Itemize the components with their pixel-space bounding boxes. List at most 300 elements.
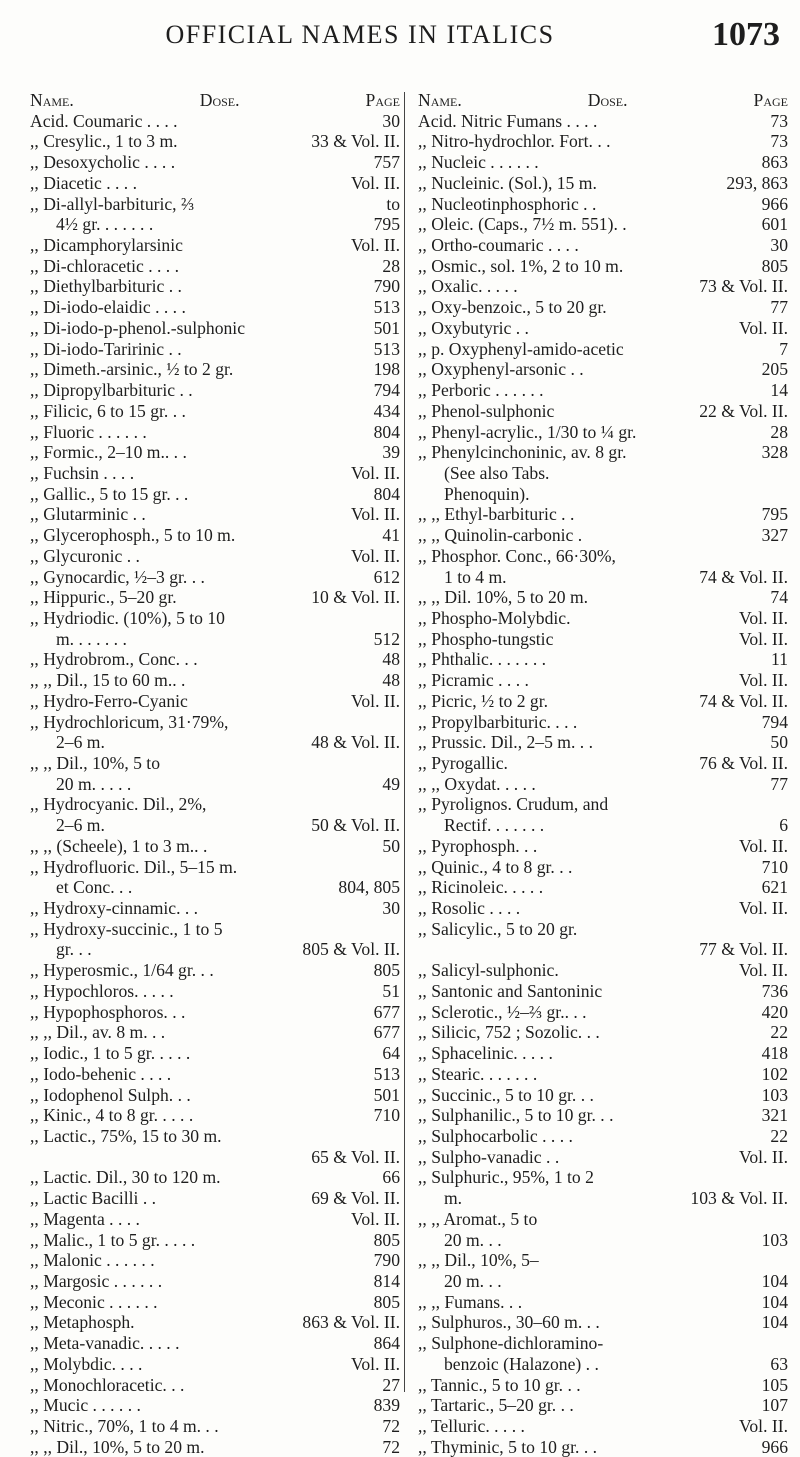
entry-text: ,, Sulphone-dichloramino-	[418, 1333, 604, 1354]
index-entry	[418, 919, 788, 960]
entry-line	[418, 111, 788, 132]
entry-page-ref: 327	[761, 525, 788, 546]
entry-text: ,, Oleic. (Caps., 7½ m. 551). .	[418, 214, 627, 235]
index-entry	[30, 1292, 400, 1313]
entry-line	[418, 608, 788, 629]
entry-line	[30, 152, 400, 173]
entry-line	[30, 131, 400, 152]
index-entry	[418, 422, 788, 443]
entry-line	[418, 1312, 788, 1333]
index-entry	[418, 173, 788, 194]
entry-line	[30, 1022, 400, 1043]
entry-page-ref: Vol. II.	[738, 1416, 788, 1436]
index-entry	[418, 712, 788, 733]
entry-text: ,, Monochloracetic. . .	[30, 1374, 185, 1395]
entry-page-ref: 795	[761, 504, 788, 525]
entry-text: ,, Propylbarbituric. . . .	[418, 711, 578, 732]
entry-continuation	[418, 567, 788, 588]
entry-line	[30, 525, 400, 546]
entry-line	[30, 318, 400, 339]
entry-text: ,, Hydriodic. (10%), 5 to 10	[30, 607, 225, 628]
entry-page-ref: 63	[770, 1353, 788, 1374]
entry-page-ref: 328	[761, 442, 788, 463]
entry-line	[30, 380, 400, 401]
entry-text: ,, Hyperosmic., 1/64 gr. . .	[30, 960, 214, 981]
entry-line	[30, 1126, 400, 1147]
entry-page-ref: 420	[761, 1001, 788, 1022]
entry-line	[418, 629, 788, 650]
entry-line	[30, 1085, 400, 1106]
entry-text: ,, Phenol-sulphonic	[418, 400, 555, 421]
entry-page-ref: 795	[373, 214, 400, 235]
entry-text: ,, Oxalic. . . . .	[418, 276, 518, 297]
index-entry	[418, 1022, 788, 1043]
entry-line	[418, 1209, 788, 1230]
entry-page-ref: Vol. II.	[350, 1208, 400, 1229]
entry-page-ref: 794	[761, 711, 788, 732]
entry-line	[418, 380, 788, 401]
index-entry	[418, 214, 788, 235]
index-entry	[418, 235, 788, 256]
index-entry	[30, 131, 400, 152]
entry-page-ref: 513	[373, 1063, 400, 1084]
entry-line	[30, 359, 400, 380]
entry-text: ,, Diacetic . . . .	[30, 172, 137, 193]
entry-text: ,, Dicamphorylarsinic	[30, 235, 183, 256]
entry-continuation	[30, 1147, 400, 1168]
entry-page-ref: 69 & Vol. II.	[311, 1188, 400, 1209]
entry-text: ,, ,, Dil., 10%, 5–	[418, 1250, 539, 1271]
entry-text: ,, Iodophenol Sulph. . .	[30, 1084, 191, 1105]
entry-line	[30, 898, 400, 919]
index-entry	[418, 608, 788, 629]
entry-continuation	[30, 732, 400, 753]
entry-page-ref: 804, 805	[338, 877, 400, 898]
index-entry	[30, 1333, 400, 1354]
entry-line	[418, 1022, 788, 1043]
entry-page-ref: 11	[771, 649, 788, 670]
entry-text: Phenoquin).	[444, 483, 530, 504]
index-entry	[30, 691, 400, 712]
entry-page-ref: 966	[761, 193, 788, 214]
index-entry	[30, 359, 400, 380]
entry-page-ref: 49	[382, 773, 400, 794]
entry-text: et Conc. . .	[56, 877, 133, 898]
entry-line	[418, 1085, 788, 1106]
entry-line	[418, 1375, 788, 1396]
entry-continuation	[418, 1188, 788, 1209]
right-entries	[418, 111, 788, 1457]
entry-line	[30, 1271, 400, 1292]
entry-line	[30, 608, 400, 629]
entry-text: ,, Gallic., 5 to 15 gr. . .	[30, 483, 189, 504]
dose-heading: Dose.	[199, 90, 240, 110]
index-entry	[30, 1437, 400, 1457]
index-entry	[30, 794, 400, 835]
index-entry	[30, 1126, 400, 1167]
index-entry	[30, 919, 400, 960]
entry-text: ,, Osmic., sol. 1%, 2 to 10 m.	[418, 255, 624, 276]
index-entry	[30, 173, 400, 194]
left-entries	[30, 111, 400, 1457]
entry-text: 20 m. . .	[444, 1270, 502, 1291]
entry-continuation	[418, 815, 788, 836]
page-heading: Page	[753, 90, 788, 110]
entry-page-ref: 434	[373, 400, 400, 421]
entry-page-ref: 103	[761, 1229, 788, 1250]
index-entry	[418, 732, 788, 753]
entry-line	[30, 649, 400, 670]
name-heading: Name.	[418, 90, 462, 110]
entry-continuation	[418, 1271, 788, 1292]
index-entry	[30, 546, 400, 567]
index-entry	[418, 401, 788, 422]
index-entry	[30, 1002, 400, 1023]
entry-text: ,, Pyrophosph. . .	[418, 835, 538, 856]
entry-page-ref: 65 & Vol. II.	[311, 1146, 400, 1167]
entry-text: ,, Salicylic., 5 to 20 gr.	[418, 918, 578, 939]
entry-text: ,, Nitric., 70%, 1 to 4 m. . .	[30, 1416, 219, 1436]
entry-text: ,, Hippuric., 5–20 gr.	[30, 587, 177, 608]
entry-text: ,, Rosolic . . . .	[418, 898, 521, 919]
entry-line	[30, 1188, 400, 1209]
entry-line	[30, 194, 400, 215]
entry-text: ,, Ortho-coumaric . . . .	[418, 235, 579, 256]
entry-text: ,, Thyminic, 5 to 10 gr. . .	[418, 1436, 598, 1457]
entry-line	[418, 836, 788, 857]
entry-line	[30, 1292, 400, 1313]
index-entry	[30, 898, 400, 919]
column-header	[418, 90, 788, 111]
entry-page-ref: 814	[373, 1270, 400, 1291]
entry-text: ,, Glutarminic . .	[30, 504, 146, 525]
entry-text: ,, Cresylic., 1 to 3 m.	[30, 131, 178, 152]
entry-text: ,, Nucleinic. (Sol.), 15 m.	[418, 172, 597, 193]
index-entry	[30, 194, 400, 235]
entry-page-ref: 74 & Vol. II.	[699, 566, 788, 587]
entry-line	[30, 794, 400, 815]
entry-text: ,, Hydrofluoric. Dil., 5–15 m.	[30, 856, 238, 877]
entry-page-ref: 27	[382, 1374, 400, 1395]
index-entry	[418, 111, 788, 132]
page-number: 1073	[712, 16, 780, 53]
entry-line	[418, 276, 788, 297]
left-column	[30, 90, 400, 1457]
entry-page-ref: 50	[382, 835, 400, 856]
entry-line	[30, 1230, 400, 1251]
entry-text: gr. . .	[56, 939, 92, 960]
entry-page-ref: 77	[770, 297, 788, 318]
entry-page-ref: Vol. II.	[350, 235, 400, 256]
entry-line	[418, 794, 788, 815]
entry-page-ref: 28	[382, 255, 400, 276]
index-entry	[30, 1043, 400, 1064]
entry-page-ref: Vol. II.	[738, 628, 788, 649]
entry-page-ref: 33 & Vol. II.	[311, 131, 400, 152]
index-entry	[30, 1395, 400, 1416]
entry-page-ref: Vol. II.	[738, 960, 788, 981]
entry-line	[418, 359, 788, 380]
entry-text: ,, ,, Aromat., 5 to	[418, 1208, 538, 1229]
entry-text: ,, Oxyphenyl-arsonic . .	[418, 359, 584, 380]
entry-page-ref: 66	[382, 1167, 400, 1188]
entry-text: ,, Malic., 1 to 5 gr. . . . .	[30, 1229, 196, 1250]
entry-line	[418, 173, 788, 194]
index-entry	[30, 1188, 400, 1209]
entry-text: 2–6 m.	[56, 732, 105, 753]
entry-text: ,, Phthalic. . . . . . .	[418, 649, 547, 670]
entry-text: m.	[444, 1188, 463, 1209]
index-entry	[418, 546, 788, 587]
entry-line	[418, 712, 788, 733]
index-entry	[30, 442, 400, 463]
index-entry	[418, 131, 788, 152]
entry-page-ref: 77 & Vol. II.	[699, 939, 788, 960]
entry-page-ref: 513	[373, 338, 400, 359]
entry-text: ,, Mucic . . . . . .	[30, 1395, 141, 1416]
entry-page-ref: 513	[373, 297, 400, 318]
index-entry	[30, 1375, 400, 1396]
entry-line	[418, 732, 788, 753]
entry-line	[30, 1250, 400, 1271]
index-entry	[30, 380, 400, 401]
index-entry	[30, 1312, 400, 1333]
entry-text: ,, Di-iodo-elaidic . . . .	[30, 297, 186, 318]
entry-page-ref: 50	[770, 732, 788, 753]
index-entry	[30, 1167, 400, 1188]
entry-text: 2–6 m.	[56, 815, 105, 836]
entry-line	[418, 1064, 788, 1085]
index-entry	[418, 587, 788, 608]
entry-page-ref: 105	[761, 1374, 788, 1395]
entry-line	[30, 173, 400, 194]
entry-line	[30, 256, 400, 277]
index-entry	[418, 774, 788, 795]
index-entry	[418, 836, 788, 857]
entry-text: ,, Picramic . . . .	[418, 670, 529, 691]
index-entry	[418, 960, 788, 981]
entry-line	[418, 525, 788, 546]
entry-page-ref: 790	[373, 276, 400, 297]
entry-page-ref: 72	[382, 1436, 400, 1457]
entry-text: ,, Metaphosph.	[30, 1312, 135, 1333]
index-entry	[30, 960, 400, 981]
entry-line	[418, 960, 788, 981]
entry-text: ,, Iodic., 1 to 5 gr. . . . .	[30, 1043, 191, 1064]
entry-line	[30, 960, 400, 981]
entry-text: ,, Di-chloracetic . . . .	[30, 255, 179, 276]
index-entry	[418, 1375, 788, 1396]
entry-text: ,, Succinic., 5 to 10 gr. . .	[418, 1084, 594, 1105]
entry-text: ,, Hydrochloricum, 31·79%,	[30, 711, 229, 732]
entry-text: Rectif. . . . . . .	[444, 815, 545, 836]
index-entry	[30, 857, 400, 898]
entry-text: benzoic (Halazone) . .	[444, 1353, 599, 1374]
entry-page-ref: 77	[770, 773, 788, 794]
entry-line	[418, 235, 788, 256]
entry-page-ref: 805	[373, 1229, 400, 1250]
entry-continuation	[30, 939, 400, 960]
entry-line	[418, 401, 788, 422]
entry-text: ,, Tartaric., 5–20 gr. . .	[418, 1395, 574, 1416]
entry-line	[30, 1416, 400, 1437]
entry-page-ref: 14	[770, 380, 788, 401]
entry-text: ,, Tannic., 5 to 10 gr. . .	[418, 1374, 581, 1395]
entry-text: ,, Sulphuros., 30–60 m. . .	[418, 1312, 600, 1333]
entry-line	[418, 649, 788, 670]
entry-page-ref: 804	[373, 421, 400, 442]
entry-page-ref: 205	[761, 359, 788, 380]
entry-text: m. . . . . . .	[56, 628, 127, 649]
index-entry	[418, 1085, 788, 1106]
entry-text: ,, Lactic Bacilli . .	[30, 1188, 157, 1209]
entry-text: 20 m. . .	[444, 1229, 502, 1250]
index-entry	[30, 235, 400, 256]
entry-line	[30, 712, 400, 733]
name-heading: Name.	[30, 90, 74, 110]
entry-line	[418, 1292, 788, 1313]
entry-text: ,, Prussic. Dil., 2–5 m. . .	[418, 732, 593, 753]
index-entry	[30, 422, 400, 443]
entry-page-ref: Vol. II.	[738, 670, 788, 691]
index-entry	[418, 877, 788, 898]
entry-line	[418, 1437, 788, 1457]
entry-line	[418, 857, 788, 878]
entry-line	[418, 1105, 788, 1126]
index-entry	[30, 276, 400, 297]
entry-text: ,, Oxybutyric . .	[418, 317, 529, 338]
entry-line	[418, 422, 788, 443]
entry-line	[30, 1312, 400, 1333]
index-entry	[30, 297, 400, 318]
entry-text: ,, Pyrolignos. Crudum, and	[418, 794, 609, 815]
entry-text: ,, Phospho-Molybdic.	[418, 607, 571, 628]
index-entry	[30, 1209, 400, 1230]
index-entry	[418, 629, 788, 650]
entry-page-ref: 805 & Vol. II.	[302, 939, 400, 960]
entry-line	[30, 546, 400, 567]
entry-text: ,, Nucleotinphosphoric . .	[418, 193, 597, 214]
entry-page-ref: 50 & Vol. II.	[311, 815, 400, 836]
index-entry	[418, 339, 788, 360]
index-entry	[30, 836, 400, 857]
index-entry	[418, 857, 788, 878]
entry-page-ref: 757	[373, 152, 400, 173]
entry-page-ref: 51	[382, 980, 400, 1001]
entry-line	[30, 1043, 400, 1064]
entry-text: ,, ,, Quinolin-carbonic .	[418, 525, 583, 546]
entry-line	[418, 194, 788, 215]
entry-text: ,, Di-iodo-Taririnic . .	[30, 338, 182, 359]
entry-text: ,, Quinic., 4 to 8 gr. . .	[418, 856, 573, 877]
index-entry	[30, 567, 400, 588]
entry-text: ,, Gynocardic, ½–3 gr. . .	[30, 566, 205, 587]
entry-text: ,, Sulphuric., 95%, 1 to 2	[418, 1167, 594, 1188]
entry-line	[418, 504, 788, 525]
entry-line	[30, 670, 400, 691]
index-entry	[418, 670, 788, 691]
entry-line	[30, 1064, 400, 1085]
entry-text: ,, Di-allyl-barbituric, ⅔	[30, 193, 195, 214]
entry-page-ref: 73	[770, 110, 788, 131]
entry-page-ref: 6	[779, 815, 788, 836]
entry-line	[418, 256, 788, 277]
entry-page-ref: 76 & Vol. II.	[699, 753, 788, 773]
entry-line	[418, 1043, 788, 1064]
entry-line	[418, 898, 788, 919]
entry-line	[418, 1126, 788, 1147]
index-entry	[418, 256, 788, 277]
entry-line	[30, 111, 400, 132]
index-entry	[418, 753, 788, 774]
index-entry	[418, 194, 788, 215]
entry-line	[30, 691, 400, 712]
entry-page-ref: 72	[382, 1416, 400, 1436]
entry-page-ref: 64	[382, 1043, 400, 1064]
index-entry	[418, 1147, 788, 1168]
entry-text: ,, ,, Oxydat. . . . .	[418, 773, 536, 794]
entry-line	[30, 1002, 400, 1023]
entry-page-ref: 198	[373, 359, 400, 380]
entry-line	[418, 442, 788, 463]
entry-text: ,, Hydroxy-cinnamic. . .	[30, 898, 199, 919]
entry-page-ref: Vol. II.	[738, 1146, 788, 1167]
index-entry	[418, 276, 788, 297]
index-entry	[30, 401, 400, 422]
index-entry	[418, 1416, 788, 1437]
entry-text: ,, p. Oxyphenyl-amido-acetic	[418, 338, 624, 359]
index-entry	[30, 1022, 400, 1043]
entry-text: ,, Santonic and Santoninic	[418, 980, 603, 1001]
entry-text: ,, Glycerophosph., 5 to 10 m.	[30, 525, 236, 546]
entry-line	[30, 1395, 400, 1416]
entry-text: ,, Sulphocarbolic . . . .	[418, 1125, 573, 1146]
entry-page-ref: Vol. II.	[738, 607, 788, 628]
index-entry	[418, 794, 788, 835]
index-entry	[418, 1250, 788, 1291]
entry-text: ,, Dipropylbarbituric . .	[30, 380, 193, 401]
entry-continuation	[418, 1230, 788, 1251]
entry-text: ,, ,, (Scheele), 1 to 3 m.. .	[30, 835, 208, 856]
entry-continuation	[30, 214, 400, 235]
entry-text: ,, Fluoric . . . . . .	[30, 421, 147, 442]
entry-line	[30, 587, 400, 608]
index-entry	[30, 753, 400, 794]
entry-continuation	[418, 484, 788, 505]
entry-text: ,, Ricinoleic. . . . .	[418, 877, 544, 898]
entry-page-ref: 710	[761, 856, 788, 877]
entry-page-ref: 863	[761, 152, 788, 173]
entry-text: ,, Picric, ½ to 2 gr.	[418, 690, 548, 711]
entry-text: ,, Hydrobrom., Conc. . .	[30, 649, 198, 670]
entry-line	[418, 877, 788, 898]
entry-page-ref: 804	[373, 483, 400, 504]
entry-text: ,, Phospho-tungstic	[418, 628, 554, 649]
entry-page-ref: to	[386, 193, 400, 214]
entry-text: ,, Pyrogallic.	[418, 753, 508, 773]
entry-text: ,, Diethylbarbituric . .	[30, 276, 182, 297]
entry-page-ref: 30	[382, 898, 400, 919]
entry-text: ,, ,, Fumans. . .	[418, 1291, 523, 1312]
entry-page-ref: 41	[382, 525, 400, 546]
entry-page-ref: 736	[761, 980, 788, 1001]
column-header	[30, 90, 400, 111]
entry-page-ref: 863 & Vol. II.	[302, 1312, 400, 1333]
entry-line	[30, 1333, 400, 1354]
page-heading: Page	[365, 90, 400, 110]
entry-line	[418, 214, 788, 235]
entry-text: ,, Meconic . . . . . .	[30, 1291, 158, 1312]
